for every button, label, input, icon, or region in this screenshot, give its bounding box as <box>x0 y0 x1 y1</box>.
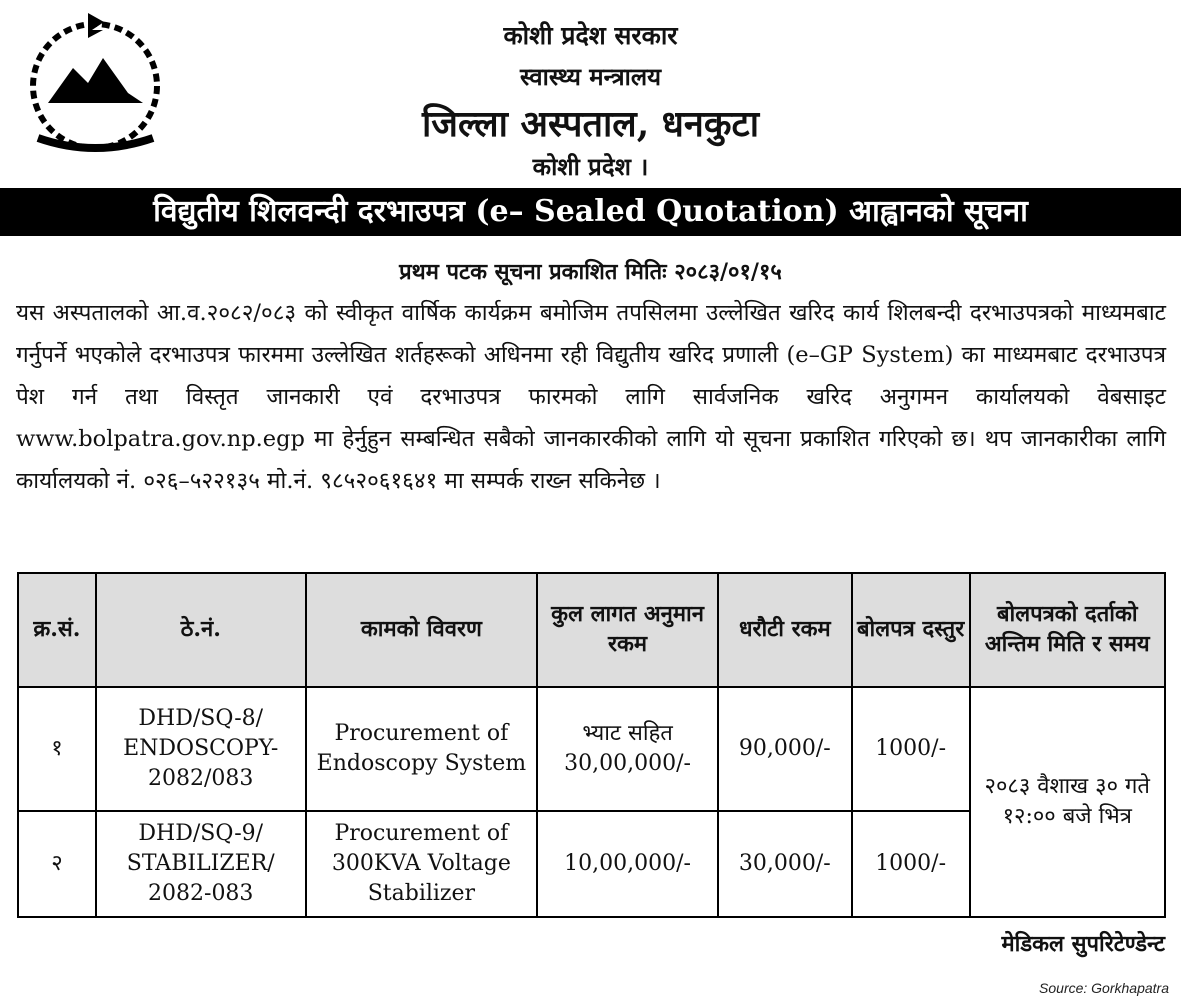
header-cost-estimate: कुल लागत अनुमान रकम <box>537 573 718 687</box>
notice-title-banner: विद्युतीय शिलवन्दी दरभाउपत्र (e– Sealed Quotation) आह्वानको सूचना <box>0 188 1181 236</box>
cell-fee: 1000/- <box>852 811 970 917</box>
table-header-row <box>18 573 1165 687</box>
header-contract-no: ठे.नं. <box>96 573 306 687</box>
cell-fee: 1000/- <box>852 687 970 811</box>
cell-description: Procurement of Endoscopy System <box>306 687 538 811</box>
header-sn: क्र.सं. <box>18 573 96 687</box>
cell-deposit: 30,000/- <box>718 811 852 917</box>
cell-cost: 10,00,000/- <box>537 811 718 917</box>
hospital-name: जिल्ला अस्पताल, धनकुटा <box>421 103 760 145</box>
header-fee: बोलपत्र दस्तुर <box>852 573 970 687</box>
ministry-name: स्वास्थ्य मन्त्रालय <box>519 62 662 91</box>
cell-sn: २ <box>18 811 96 917</box>
header-description: कामको विवरण <box>306 573 538 687</box>
cell-description: Procurement of 300KVA Voltage Stabilizer <box>306 811 538 917</box>
cell-contract-no: DHD/SQ-9/ STABILIZER/ 2082-083 <box>96 811 306 917</box>
cell-contract-no: DHD/SQ-8/ ENDOSCOPY- 2082/083 <box>96 687 306 811</box>
government-name: कोशी प्रदेश सरकार <box>503 21 678 50</box>
cell-deadline: २०८३ वैशाख ३० गते १२:०० बजे भित्र <box>970 687 1166 917</box>
table-row <box>18 687 1165 811</box>
source-credit: Source: Gorkhapatra <box>1039 980 1169 996</box>
cell-deposit: 90,000/- <box>718 687 852 811</box>
cell-cost: भ्याट सहित 30,00,000/- <box>537 687 718 811</box>
header-deposit: धरौटी रकम <box>718 573 852 687</box>
header-deadline: बोलपत्रको दर्ताको अन्तिम मिति र समय <box>970 573 1166 687</box>
province-name: कोशी प्रदेश । <box>532 152 649 181</box>
cell-sn: १ <box>18 687 96 811</box>
notice-body: यस अस्पतालको आ.व.२०८२/०८३ को स्वीकृत वार्षिक कार्यक्रम बमोजिम तपसिलमा उल्लेखित खरिद कार्य शिलबन्दी दरभाउपत्रको माध्यमबाट गर्नुपर्ने भएकोले दरभाउपत्र फारममा उल्लेखित शर्तहरूको अधिनमा रही विद्युतीय खरिद प्रणाली (e–GP System) का माध्यमबाट दरभाउपत्र पेश गर्न तथा विस्तृत जानकारी एवं दरभाउपत्र फारमको लागि सार्वजनिक खरिद अनुगमन कार्यालयको वेबसाइट www.bolpatra.gov.np.egp मा हेर्नुहुन सम्बन्धित सबैको जानकारकीको लागि यो सूचना प्रकाशित गरिएको छ। थप जानकारीका लागि कार्यालयको नं. ०२६–५२२१३५ मो.नं. ९८५२०६१६४१ मा सम्पर्क राख्न सकिनेछ । <box>16 300 1166 494</box>
signature-title: मेडिकल सुपरिटेण्डेन्ट <box>1001 931 1165 957</box>
quotation-table <box>17 572 1166 918</box>
publication-date: प्रथम पटक सूचना प्रकाशित मितिः २०८३/०१/१५ <box>399 259 782 285</box>
